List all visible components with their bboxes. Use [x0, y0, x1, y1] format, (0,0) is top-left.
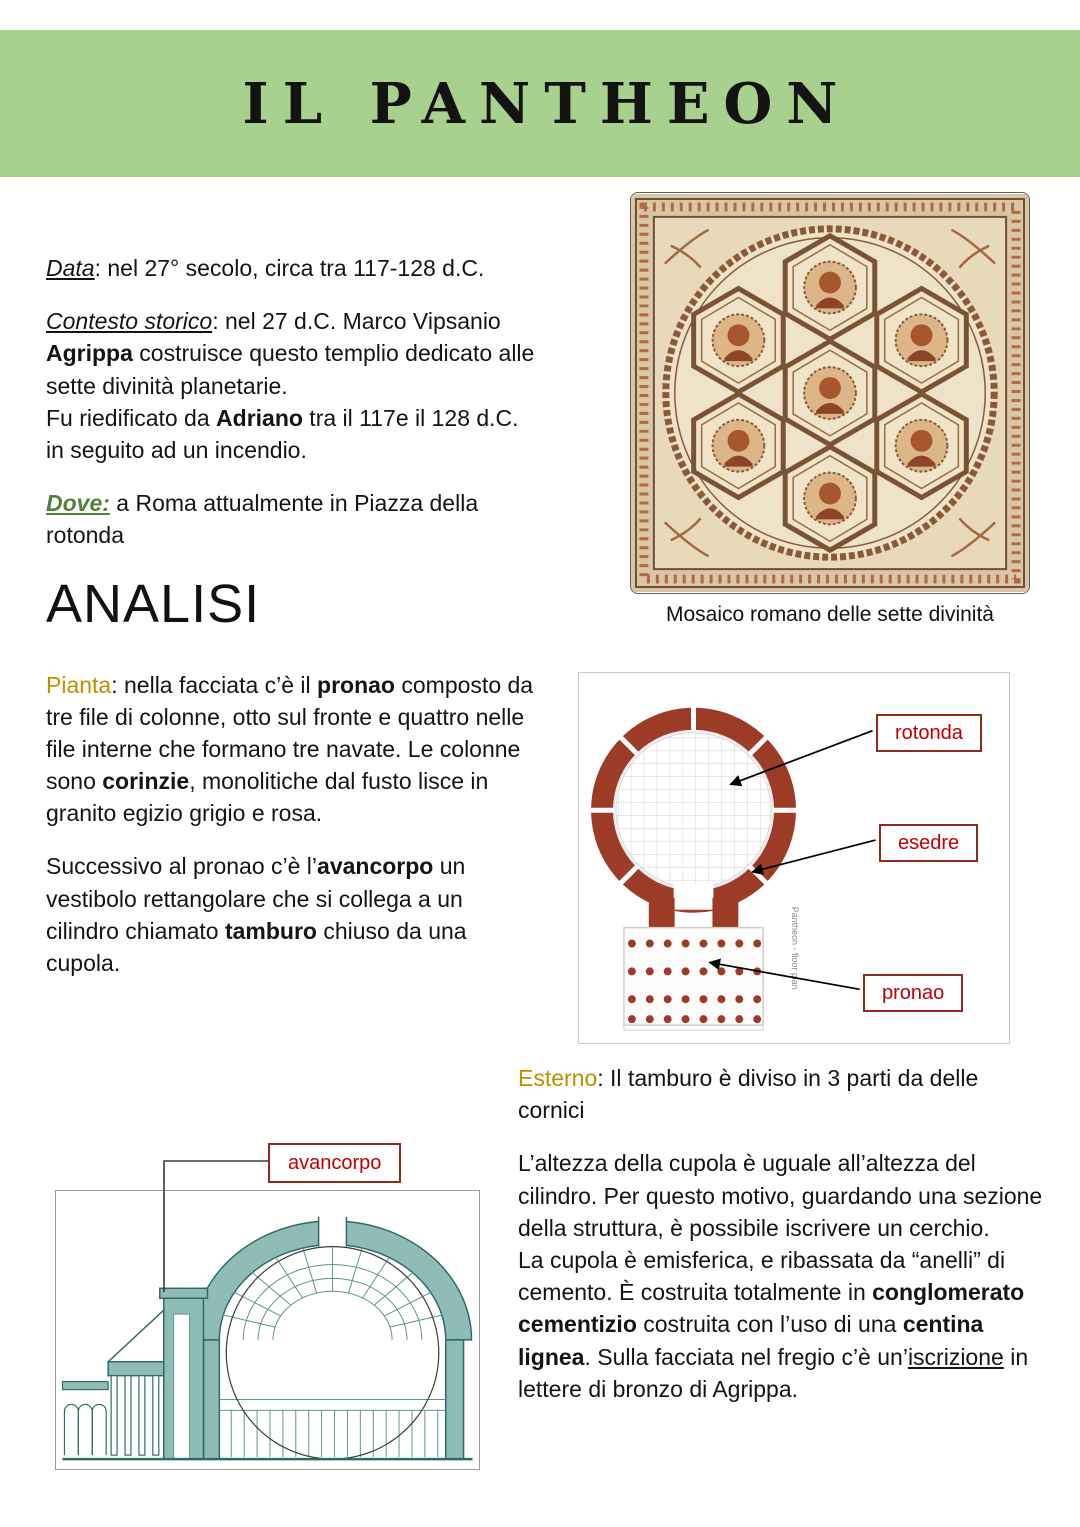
- contesto-text: : nel 27 d.C. Marco Vipsanio: [212, 308, 501, 335]
- pianta-bold-pronao: pronao: [317, 671, 395, 698]
- cupola-text: L’altezza della cupola è uguale all’altezza del cilindro. Per questo motivo, guardando una sezione della struttura, è possibile iscrivere un cerchio.: [518, 1150, 1043, 1241]
- contesto-text-3: Fu riedificato da: [46, 404, 217, 431]
- esterno-text: : Il tamburo è diviso in 3 parti da delle cornici: [518, 1065, 979, 1124]
- paragraph-cupola: [518, 1147, 1044, 1405]
- section-figure: [55, 1190, 480, 1470]
- data-label: Data: [46, 255, 95, 281]
- cupola-text-2: La cupola è emisferica, e ribassata da “anelli” di cemento. È costruita totalmente in: [518, 1246, 1006, 1306]
- section-label-avancorpo: avancorpo: [268, 1143, 401, 1183]
- mosaic-figure: [630, 192, 1030, 627]
- pianta-text: : nella facciata c’è il: [111, 671, 318, 698]
- successivo-text-2: un vestibolo rettangolare che si collega a un cilindro chiamato: [46, 853, 466, 944]
- mosaic-image-frame: [630, 192, 1030, 594]
- paragraph-contesto: [46, 305, 538, 466]
- cupola-bold-conglomerato: conglomerato cementizio: [518, 1279, 1025, 1338]
- pianta-text-3: , monolitiche dal fusto lisce in granito egizio grigio e rosa.: [46, 768, 489, 827]
- dove-label: Dove:: [46, 490, 110, 517]
- left-column: [46, 252, 538, 1000]
- paragraph-data: [46, 252, 538, 284]
- cupola-text-5: in lettere di bronzo di Agrippa.: [518, 1343, 1029, 1402]
- esterno-label: Esterno: [518, 1065, 598, 1091]
- pianta-bold-corinzie: corinzie: [102, 768, 190, 795]
- paragraph-esterno: [518, 1062, 1044, 1126]
- mosaic-image: [631, 193, 1029, 593]
- successivo-bold-tamburo: tamburo: [224, 917, 317, 944]
- header-banner: [0, 30, 1080, 177]
- plan-label-pronao: pronao: [863, 974, 963, 1012]
- cupola-text-4: . Sulla facciata nel fregio c’è un’: [584, 1343, 908, 1370]
- pianta-text-2: composto da tre file di colonne, otto sul fronte e quattro nelle file interne che formano tre navate. Le colonne sono: [46, 671, 534, 795]
- contesto-bold-adriano: Adriano: [216, 404, 303, 431]
- contesto-label: Contesto storico: [46, 308, 213, 335]
- cupola-underline-iscrizione: iscrizione: [907, 1343, 1004, 1370]
- paragraph-pianta: [46, 669, 538, 830]
- contesto-text-4: tra il 117e il 128 d.C. in seguito ad un incendio.: [46, 404, 519, 463]
- cupola-text-3: costruita con l’uso di una: [636, 1311, 903, 1338]
- page-title: IL PANTHEON: [242, 70, 852, 137]
- mosaic-caption: Mosaico romano delle sette divinità: [665, 603, 994, 626]
- right-column: [518, 1062, 1044, 1426]
- dove-text: a Roma attualmente in Piazza della rotonda: [46, 490, 479, 549]
- cupola-bold-centina: centina lignea: [518, 1311, 984, 1370]
- pianta-label: Pianta: [46, 671, 112, 698]
- data-text: : nel 27° secolo, circa tra 117-128 d.C.: [94, 255, 485, 281]
- plan-credit: Pantheon - floor plan: [790, 906, 801, 990]
- floor-plan-figure: [578, 672, 1010, 1044]
- contesto-bold-agrippa: Agrippa: [46, 340, 133, 367]
- paragraph-successivo: [46, 850, 538, 979]
- section-drawing-image: [56, 1191, 479, 1469]
- analisi-heading: ANALISI: [46, 573, 261, 634]
- successivo-text-3: chiuso da una cupola.: [46, 917, 467, 976]
- contesto-text-2: costruisce questo templio dedicato alle sette divinità planetarie.: [46, 340, 535, 399]
- successivo-bold-avancorpo: avancorpo: [317, 853, 434, 880]
- plan-label-esedre: esedre: [879, 824, 978, 862]
- plan-label-rotonda: rotonda: [876, 714, 982, 752]
- successivo-text: Successivo al pronao c’è l’: [46, 853, 318, 880]
- paragraph-dove: [46, 487, 538, 551]
